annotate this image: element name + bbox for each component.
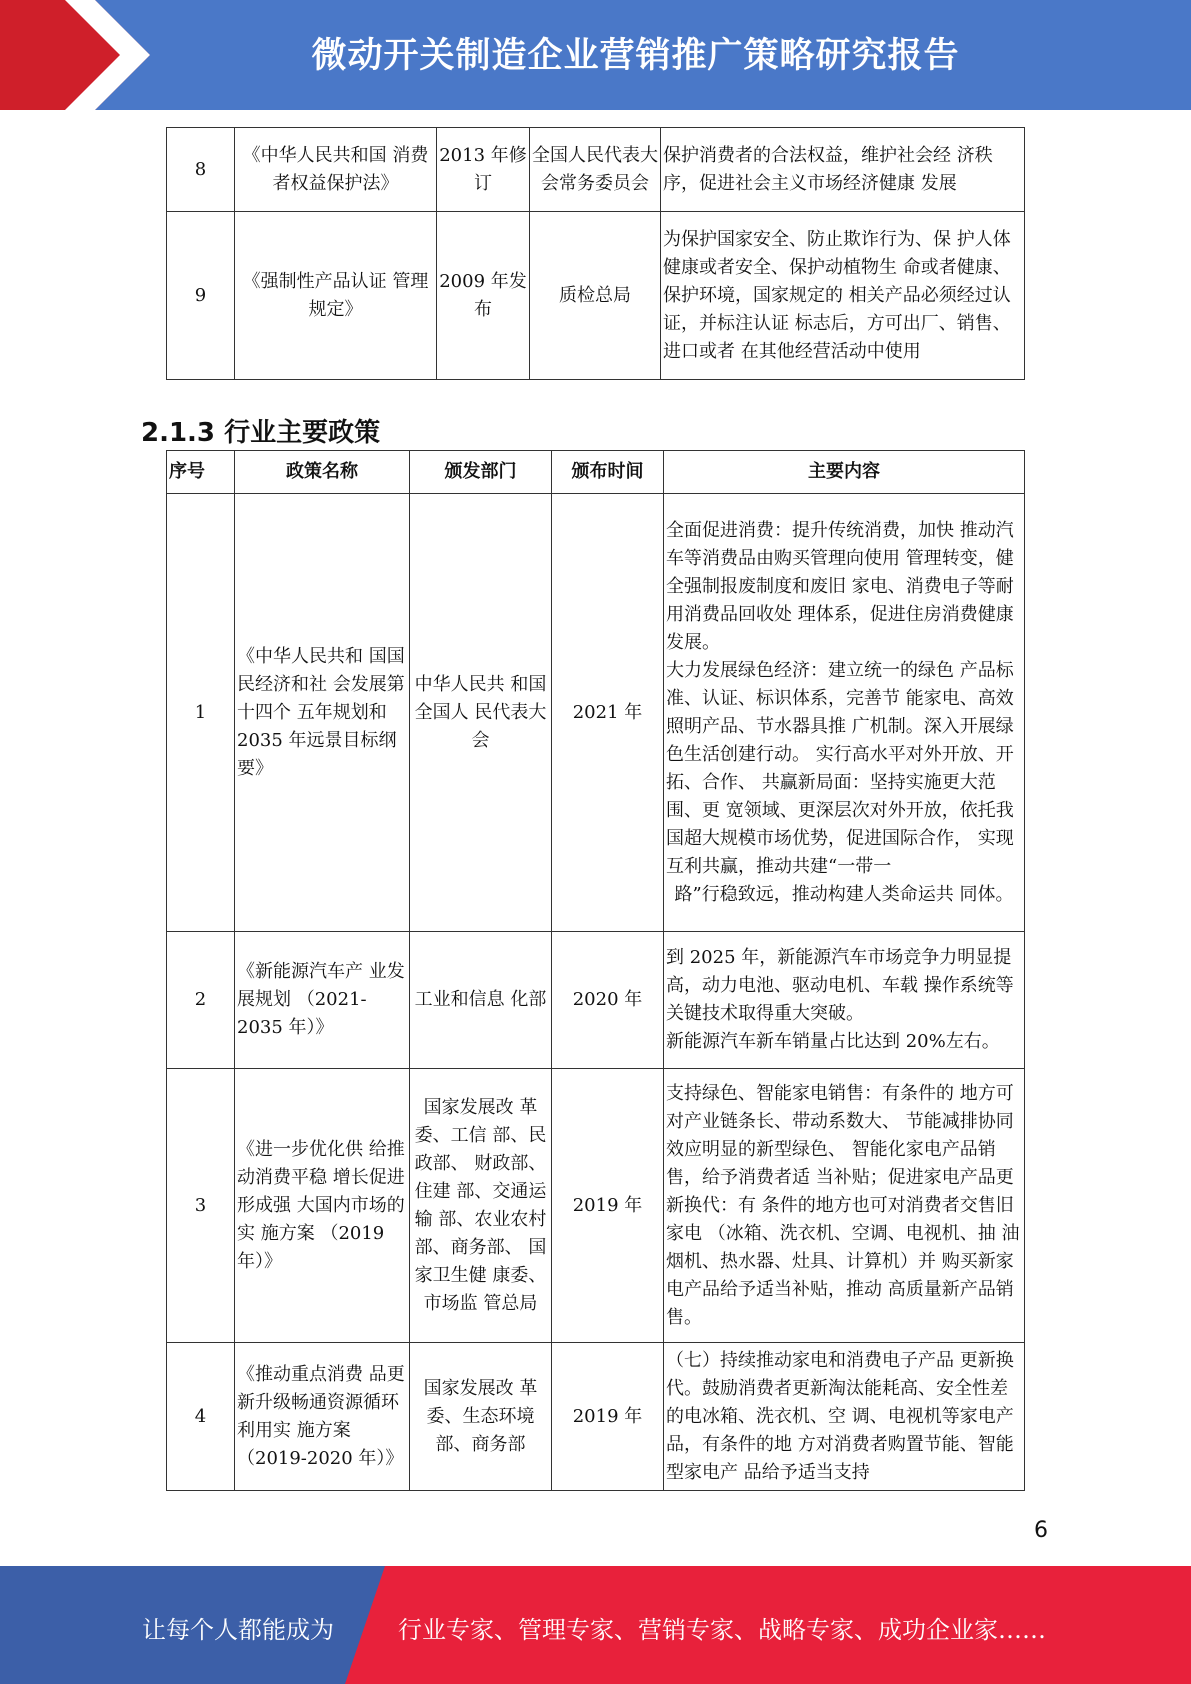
- row-number: 1: [167, 494, 235, 932]
- policy-time: 2020 年: [552, 932, 664, 1069]
- table-row: [167, 1069, 1025, 1343]
- header-department: 颁发部门: [410, 451, 552, 494]
- page-number: 6: [1034, 1518, 1048, 1543]
- law-time: 2013 年修订: [437, 128, 530, 212]
- row-number: 4: [167, 1343, 235, 1491]
- row-number: 3: [167, 1069, 235, 1343]
- header-content: 主要内容: [664, 451, 1025, 494]
- page-header: [0, 0, 1191, 110]
- header-no: 序号: [167, 451, 235, 494]
- policy-content: （七）持续推动家电和消费电子产品 更新换代。鼓励消费者更新淘汰能耗高、安全性差的电冰箱、洗衣机、空 调、电视机等家电产品，有条件的地 方对消费者购置节能、智能型家电产 品给予适当支持: [664, 1343, 1025, 1491]
- policy-content: 支持绿色、智能家电销售：有条件的 地方可对产业链条长、带动系数大、 节能减排协同效应明显的新型绿色、 智能化家电产品销售，给予消费者适 当补贴；促进家电产品更新换代：有 条件的地方也可对消费者交售旧家电 （冰箱、洗衣机、空调、电视机、抽 油烟机、热水器、灶具、计算机）并 购买新家电产品给予适当补贴，推动 高质量新产品销售。: [664, 1069, 1025, 1343]
- footer-slogan-left: 让每个人都能成为: [142, 1616, 334, 1644]
- table-row: [167, 212, 1025, 380]
- policy-name: 《推动重点消费 品更新升级畅通资源循环利用实 施方案 （2019-2020 年）》: [235, 1343, 410, 1491]
- table-header-row: [167, 451, 1025, 494]
- law-department: 质检总局: [530, 212, 661, 380]
- content-paragraph: 到 2025 年，新能源汽车市场竞争力明显提高，动力电池、驱动电机、车载 操作系统等关键技术取得重大突破。: [666, 947, 1014, 1024]
- regulations-table: [166, 127, 1025, 380]
- policy-table: [166, 450, 1025, 1491]
- law-content: 为保护国家安全、防止欺诈行为、保 护人体健康或者安全、保护动植物生 命或者健康、保护环境，国家规定的 相关产品必须经过认证，并标注认证 标志后，方可出厂、销售、进口或者 在其他经营活动中使用: [661, 212, 1025, 380]
- policy-name: 《新能源汽车产 业发展规划 （2021-2035 年）》: [235, 932, 410, 1069]
- policy-time: 2019 年: [552, 1069, 664, 1343]
- row-number: 8: [167, 128, 235, 212]
- row-number: 2: [167, 932, 235, 1069]
- table-row: [167, 494, 1025, 932]
- law-department: 全国人民代表大会常务委员会: [530, 128, 661, 212]
- policy-department: 国家发展改 革委、生态环境部、商务部: [410, 1343, 552, 1491]
- policy-department: 国家发展改 革委、工信 部、民政部、 财政部、住建 部、交通运输 部、农业农村 部、商务部、 国家卫生健 康委、市场监 管总局: [410, 1069, 552, 1343]
- policy-name: 《进一步优化供 给推动消费平稳 增长促进形成强 大国内市场的实 施方案 （2019 年）》: [235, 1069, 410, 1343]
- table-row: [167, 932, 1025, 1069]
- law-name: 《中华人民共和国 消费者权益保护法》: [235, 128, 437, 212]
- footer-slogan-right: 行业专家、管理专家、营销专家、战略专家、成功企业家……: [398, 1616, 1046, 1644]
- page-footer: [0, 1566, 1191, 1684]
- table-row: [167, 1343, 1025, 1491]
- policy-time: 2019 年: [552, 1343, 664, 1491]
- policy-department: 工业和信息 化部: [410, 932, 552, 1069]
- policy-content: [664, 494, 1025, 932]
- header-policy-name: 政策名称: [235, 451, 410, 494]
- policy-department: 中华人民共 和国全国人 民代表大会: [410, 494, 552, 932]
- law-name: 《强制性产品认证 管理规定》: [235, 212, 437, 380]
- policy-content: [664, 932, 1025, 1069]
- content-paragraph: 大力发展绿色经济：建立统一的绿色 产品标准、认证、标识体系，完善节 能家电、高效照明产品、节水器具推 广机制。深入开展绿色生活创建行动。 实行高水平对外开放、开拓、合作、 共赢新局面：坚持实施更大范围、更 宽领域、更深层次对外开放，依托我 国超大规模市场优势，促进国际合作， 实现互利共赢，推动共建“一带一: [666, 659, 1014, 877]
- header-time: 颁布时间: [552, 451, 664, 494]
- law-time: 2009 年发布: [437, 212, 530, 380]
- content-paragraph: 路”行稳致远，推动构建人类命运共 同体。: [674, 883, 1014, 905]
- row-number: 9: [167, 212, 235, 380]
- law-content: 保护消费者的合法权益，维护社会经 济秩序，促进社会主义市场经济健康 发展: [661, 128, 1025, 212]
- policy-time: 2021 年: [552, 494, 664, 932]
- section-heading: 2.1.3 行业主要政策: [141, 418, 381, 448]
- content-paragraph: 全面促进消费：提升传统消费，加快 推动汽车等消费品由购买管理向使用 管理转变，健全强制报废制度和废旧 家电、消费电子等耐用消费品回收处 理体系，促进住房消费健康发展。: [666, 519, 1014, 653]
- header-title: 微动开关制造企业营销推广策略研究报告: [311, 36, 960, 76]
- content-paragraph: 新能源汽车新车销量占比达到 20%左右。: [666, 1031, 1000, 1052]
- policy-name: 《中华人民共和 国国民经济和社 会发展第十四个 五年规划和 2035 年远景目标纲 要》: [235, 494, 410, 932]
- table-row: [167, 128, 1025, 212]
